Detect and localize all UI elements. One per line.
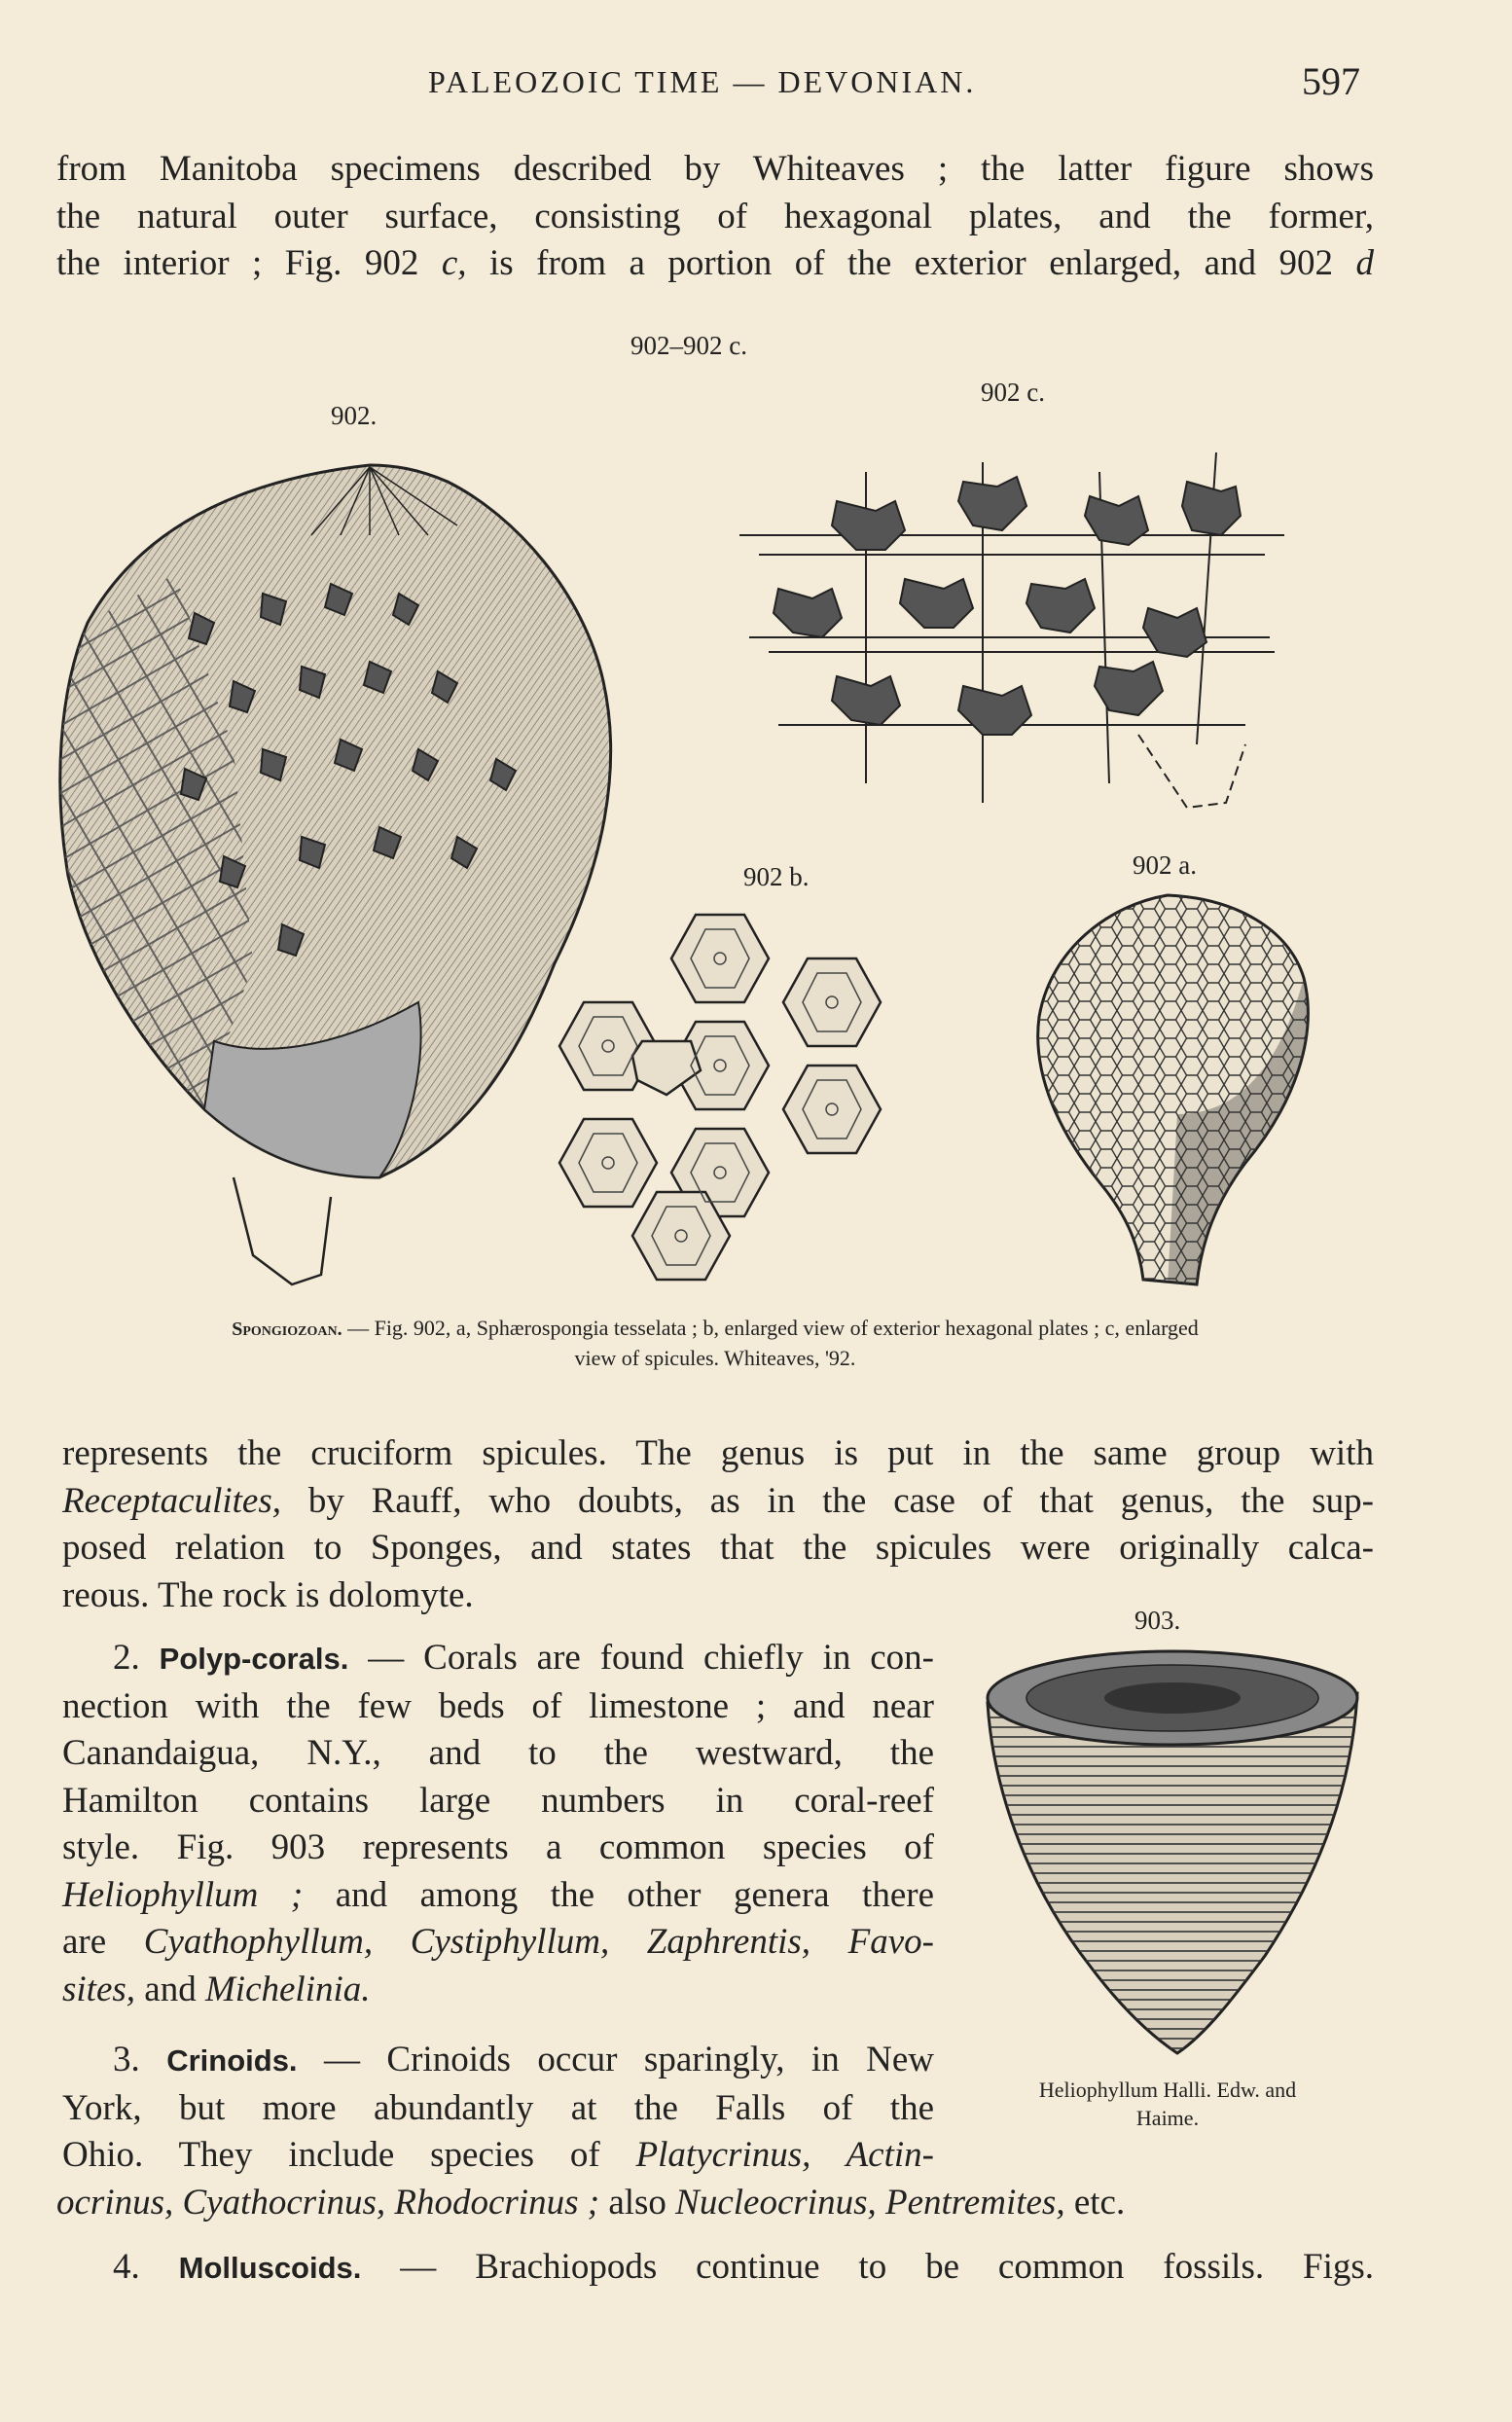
caption-line: Haime.: [1135, 2106, 1200, 2130]
figure-903-caption: [973, 2076, 1362, 2132]
text-line: Canandaigua, N.Y., and to the westward, the: [62, 1733, 934, 1773]
text-line: Heliophyllum ; and among the other genera there: [62, 1874, 934, 1915]
section-crinoids: [62, 2037, 934, 2180]
caption-line: view of spicules. Whiteaves, '92.: [574, 1346, 856, 1370]
text-line: York, but more abundantly at the Falls of the: [62, 2087, 934, 2128]
text-line: reous. The rock is dolomyte.: [62, 1574, 474, 1615]
figure-902a-exterior-illustration: [1031, 890, 1318, 1299]
figure-902a-label: 902 a.: [1133, 850, 1197, 880]
text-line: 3. Crinoids. — Crinoids occur sparingly, in New: [113, 2040, 935, 2079]
running-title: PALEOZOIC TIME — DEVONIAN.: [428, 64, 977, 99]
figure-903-coral-illustration: [983, 1645, 1362, 2063]
figure-903-label: 903.: [1134, 1606, 1181, 1635]
text-line: sites, and Michelinia.: [62, 1969, 371, 2009]
figure-902c-label: 902 c.: [981, 378, 1045, 407]
figure-902b-hexagonal-plates-illustration: [550, 910, 949, 1299]
text-line: ocrinus, Cyathocrinus, Rhodocrinus ; also Nucleocrinus, Pentremites, etc.: [56, 2183, 1126, 2223]
text-line: 2. Polyp-corals. — Corals are found chiefly in con-: [113, 1638, 934, 1678]
text-line: nection with the few beds of limestone ; and near: [62, 1685, 934, 1726]
caption-line: Heliophyllum Halli. Edw. and: [1038, 2078, 1297, 2102]
figure-902-caption: [54, 1314, 1377, 1372]
text-line: posed relation to Sponges, and states that the spicules were originally calca-: [62, 1528, 1374, 1568]
text-line: Ohio. They include species of Platycrinus, Actin-: [62, 2135, 934, 2175]
figure-group-label: 902–902 c.: [630, 331, 747, 360]
section-polyp-corals: [62, 1635, 934, 2013]
caption-line: Spongiozoan. — Fig. 902, a, Sphærospongia tesselata ; b, enlarged view of exterior hexagonal plates ; c, enlarged: [232, 1316, 1199, 1340]
text-line: from Manitoba specimens described by Whiteaves ; the latter figure shows: [56, 149, 1374, 189]
section-molluscoids: [113, 2244, 1374, 2293]
top-paragraph: [56, 146, 1374, 288]
figure-902b-label: 902 b.: [743, 862, 810, 891]
text-line: Hamilton contains large numbers in coral-reef: [62, 1780, 934, 1821]
text-line: 4. Molluscoids. — Brachiopods continue to be common fossils. Figs.: [113, 2247, 1375, 2287]
text-line: the interior ; Fig. 902 c, is from a portion of the exterior enlarged, and 902 d: [56, 243, 1374, 283]
text-line: Receptaculites, by Rauff, who doubts, as in the case of that genus, the sup-: [62, 1480, 1374, 1521]
text-line: style. Fig. 903 represents a common species of: [62, 1827, 934, 1867]
text-line: the natural outer surface, consisting of hexagonal plates, and the former,: [56, 196, 1374, 236]
figure-902c-spicules-illustration: [739, 414, 1284, 832]
middle-paragraph: [62, 1430, 1374, 1619]
page-number: 597: [1302, 59, 1360, 103]
text-line: are Cyathophyllum, Cystiphyllum, Zaphrentis, Favo-: [62, 1922, 934, 1962]
figure-902-label: 902.: [331, 401, 378, 430]
section-crinoids-last-line: [56, 2180, 1263, 2227]
text-line: represents the cruciform spicules. The genus is put in the same group with: [62, 1433, 1374, 1473]
